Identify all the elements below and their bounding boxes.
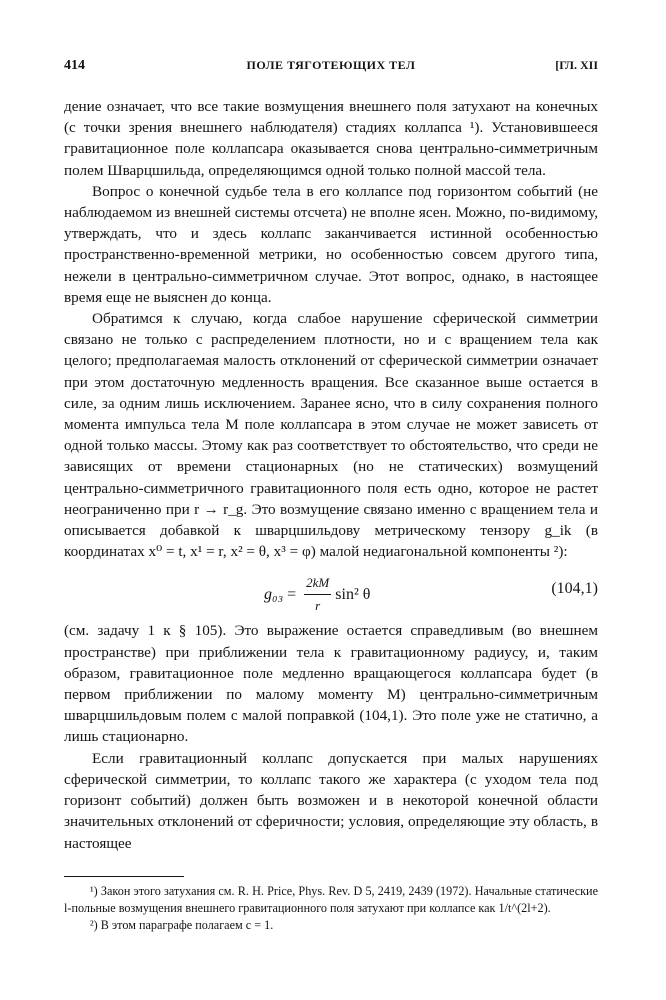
footnote-rule — [64, 876, 184, 877]
equation-104-1 — [64, 564, 598, 618]
footnote-2: ²) В этом параграфе полагаем c = 1. — [90, 918, 274, 932]
equation-number: (104,1) — [551, 580, 598, 598]
equation-equals: = — [287, 585, 297, 603]
paragraph-1: дение означает, что все такие возмущения внешнего поля затухают на конечных (с точки зрения внешнего наблюдателя) стадиях коллапса ¹). Установившееся гравитационное поле коллапсара оказывается снова центрально-симметричным полем Шварцшильда, определяющимся одной только полной массой тела. — [64, 98, 598, 179]
equation-fraction — [304, 572, 331, 615]
main-text — [64, 96, 598, 854]
running-title: ПОЛЕ ТЯГОТЕЮЩИХ ТЕЛ — [246, 58, 416, 72]
page-number: 414 — [64, 58, 85, 73]
paragraph-2: Вопрос о конечной судьбе тела в его коллапсе под горизонтом событий (не наблюдаемом из внешней системы отсчета) не вполне ясен. Можно, по-видимому, утверждать, что и здесь коллапс заканчивается истинной особенностью пространственно-временной метрики, но особенностью совсем другого типа, нежели в центрально-симметричном случае. Этот вопрос, однако, в настоящее время еще не выяснен до конца. — [64, 182, 598, 306]
footnotes — [64, 876, 598, 934]
page-header — [64, 58, 598, 80]
equation-rhs: sin² θ — [335, 585, 371, 603]
equation-denominator: r — [315, 597, 321, 613]
paragraph-3: Обратимся к случаю, когда слабое нарушение сферической симметрии связано не только с распределением плотности, но и с вращением тела как целого; предполагаемая малость отклонений от сферической симметрии означает при этом достаточную медленность вращения. Все сказанное выше остается в силе, за одним лишь исключением. Заранее ясно, что в силу сохранения полного момента импульса тела M поле коллапсара в этом случае не может зависеть от одной только массы. Этому как раз соответствует то обстоятельство, что среди не зависящих от времени стационарных (но не статических) возмущений центрально-симметричного гравитационного поля есть одно, которое не растет неограниченно при r → r_g. Это возмущение связано именно с вращением тела и описывается добавкой к шварцшильдову метрическому тензору g_ik (в координатах x⁰ = t, x¹ = r, x² = θ, x³ = φ) малой недиагональной компоненты ²): — [64, 310, 598, 561]
chapter-label: [ГЛ. XII — [555, 58, 598, 72]
equation-lhs: g₀₃ — [264, 585, 284, 603]
paragraph-5: Если гравитационный коллапс допускается при малых нарушениях сферической симметрии, то коллапс такого же характера (с уходом тела под горизонт событий) должен быть возможен и в некоторой конечной области значительных отклонений от сферичности; условия, определяющие эту область, в настоящее — [64, 749, 598, 852]
footnote-1: ¹) Закон этого затухания см. R. H. Price, Phys. Rev. D 5, 2419, 2439 (1972). Начальные статические l-польные возмущения внешнего гравитационного поля затухают при коллапсе как 1/t^(2l+2). — [64, 884, 598, 915]
paragraph-4: (см. задачу 1 к § 105). Это выражение остается справедливым (во внешнем пространстве) при приближении тела к гравитационному радиусу, и, таким образом, гравитационное поле медленно вращающегося коллапсара будет (в первом приближении по малому моменту M) центрально-симметричным шварцшильдовым полем с малой поправкой (104,1). Это поле уже не статично, а лишь стационарно. — [64, 622, 598, 746]
equation-formula — [264, 572, 370, 615]
equation-numerator: 2kM — [304, 572, 331, 594]
